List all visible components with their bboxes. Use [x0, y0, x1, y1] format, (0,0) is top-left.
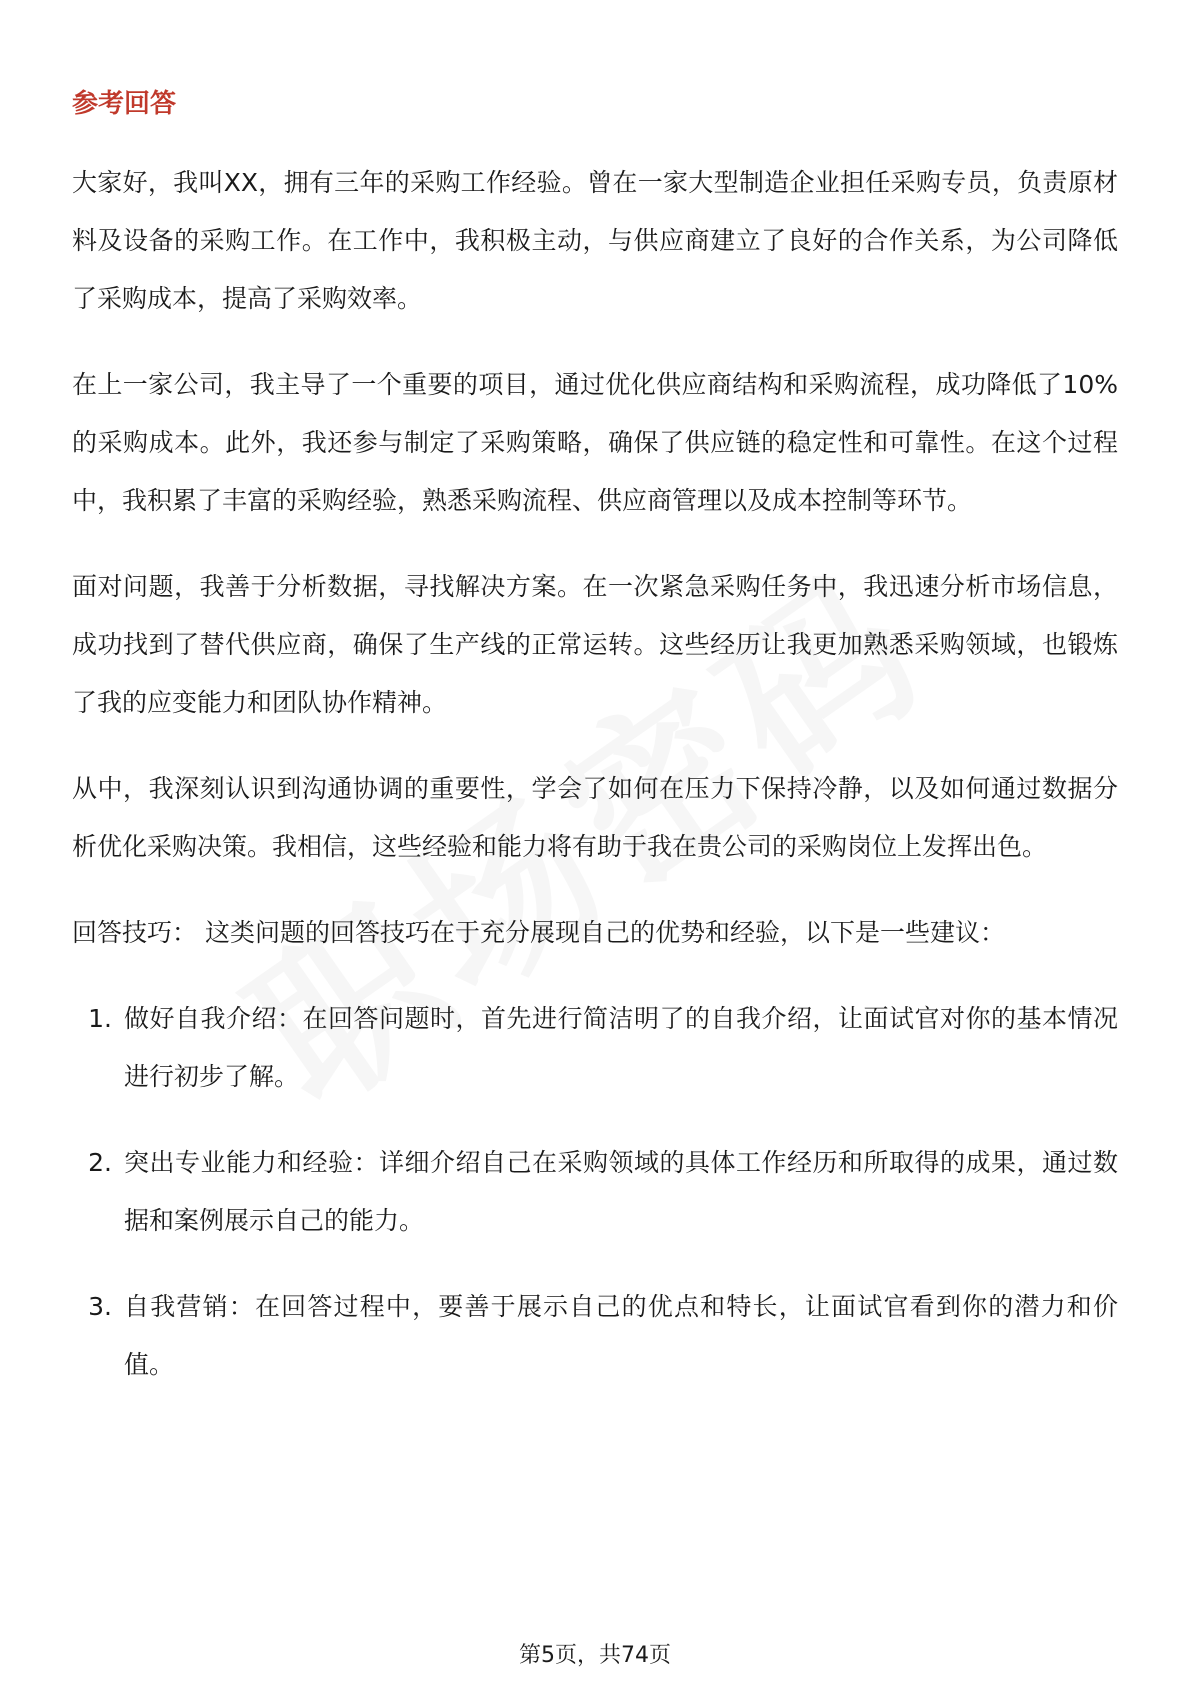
list-text: 自我营销：在回答过程中，要善于展示自己的优点和特长，让面试官看到你的潜力和价值。	[124, 1292, 1118, 1379]
list-number: 1.	[88, 1004, 112, 1033]
paragraph-lessons: 从中，我深刻认识到沟通协调的重要性，学会了如何在压力下保持冷静，以及如何通过数据分析优化采购决策。我相信，这些经验和能力将有助于我在贵公司的采购岗位上发挥出色。	[72, 774, 1118, 861]
list-item	[72, 1134, 1118, 1250]
paragraph-project: 在上一家公司，我主导了一个重要的项目，通过优化供应商结构和采购流程，成功降低了10%的采购成本。此外，我还参与制定了采购策略，确保了供应链的稳定性和可靠性。在这个过程中，我积累了丰富的采购经验，熟悉采购流程、供应商管理以及成本控制等环节。	[72, 370, 1118, 515]
section-heading: 参考回答	[72, 89, 177, 119]
list-number: 3.	[88, 1292, 112, 1321]
paragraph-tips-intro: 回答技巧： 这类问题的回答技巧在于充分展现自己的优势和经验，以下是一些建议：	[72, 918, 1005, 947]
list-text: 突出专业能力和经验：详细介绍自己在采购领域的具体工作经历和所取得的成果，通过数据和案例展示自己的能力。	[124, 1148, 1118, 1235]
page-footer: 第5页，共74页	[519, 1643, 671, 1668]
paragraph-intro: 大家好，我叫XX，拥有三年的采购工作经验。曾在一家大型制造企业担任采购专员，负责原材料及设备的采购工作。在工作中，我积极主动，与供应商建立了良好的合作关系，为公司降低了采购成本，提高了采购效率。	[72, 168, 1118, 313]
tips-list	[72, 990, 1118, 1394]
list-item	[72, 990, 1118, 1106]
paragraph-problem-solving: 面对问题，我善于分析数据，寻找解决方案。在一次紧急采购任务中，我迅速分析市场信息，成功找到了替代供应商，确保了生产线的正常运转。这些经历让我更加熟悉采购领域，也锻炼了我的应变能力和团队协作精神。	[72, 572, 1118, 717]
list-text: 做好自我介绍：在回答问题时，首先进行简洁明了的自我介绍，让面试官对你的基本情况进行初步了解。	[124, 1004, 1118, 1091]
document-page	[72, 84, 1118, 1422]
list-number: 2.	[88, 1148, 112, 1177]
list-item	[72, 1278, 1118, 1394]
